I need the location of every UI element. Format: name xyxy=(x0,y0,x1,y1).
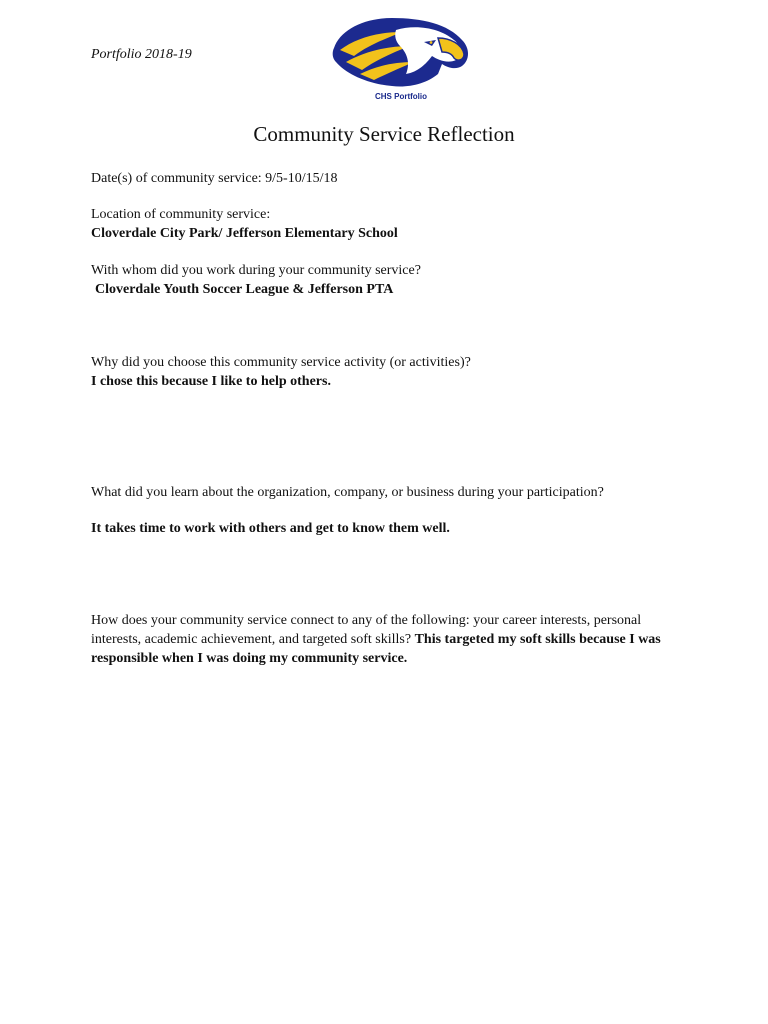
learned-label: What did you learn about the organization, company, or business during your participation? xyxy=(91,485,604,500)
with-whom-label: With whom did you work during your community service? xyxy=(91,263,421,278)
why-label: Why did you choose this community service activity (or activities)? xyxy=(91,355,471,370)
connection-field xyxy=(91,611,681,668)
with-whom-field xyxy=(91,261,691,299)
portfolio-label: Portfolio 2018-19 xyxy=(91,47,192,62)
logo-caption: CHS Portfolio xyxy=(375,92,427,101)
page-title: Community Service Reflection xyxy=(253,122,515,146)
location-value: Cloverdale City Park/ Jefferson Elementary School xyxy=(91,226,398,241)
location-field xyxy=(91,205,691,243)
why-field xyxy=(91,353,691,391)
dates-value: 9/5-10/15/18 xyxy=(265,171,338,186)
learned-field xyxy=(91,483,691,538)
connection-label: How does your community service connect to any of the following: your career interests, personal interests, academic achievement, and targeted soft skills? xyxy=(91,613,642,647)
learned-value: It takes time to work with others and get to know them well. xyxy=(91,521,450,536)
eagle-head-logo-icon xyxy=(330,14,472,106)
dates-field xyxy=(91,169,691,188)
dates-label: Date(s) of community service: xyxy=(91,171,262,186)
why-value: I chose this because I like to help others. xyxy=(91,374,331,389)
connection-value: This targeted my soft skills because I was responsible when I was doing my community service. xyxy=(91,632,661,666)
location-label: Location of community service: xyxy=(91,207,271,222)
with-whom-value: Cloverdale Youth Soccer League & Jefferson PTA xyxy=(95,282,394,297)
